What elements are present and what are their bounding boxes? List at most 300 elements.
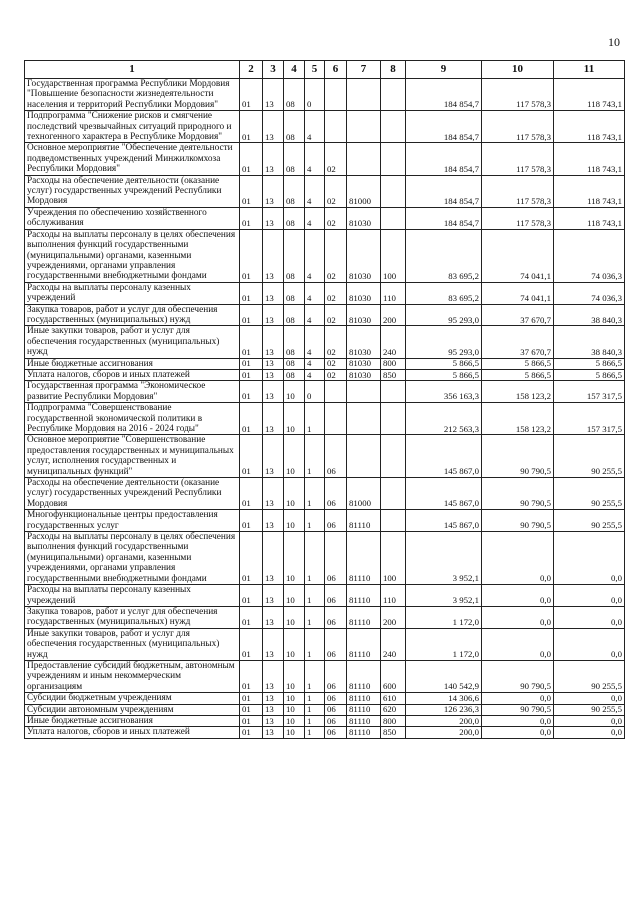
amount-col11: 74 036,3 <box>554 229 625 282</box>
table-row <box>25 532 625 585</box>
code-section: 01 <box>240 478 263 510</box>
code-subsection: 13 <box>263 381 284 403</box>
code-event: 02 <box>325 369 347 380</box>
amount-col9: 200,0 <box>406 715 482 726</box>
amount-col9: 145 867,0 <box>406 478 482 510</box>
code-direction: 81030 <box>347 358 381 369</box>
code-section: 01 <box>240 532 263 585</box>
code-program: 10 <box>284 532 305 585</box>
code-subsection: 13 <box>263 510 284 532</box>
row-name: Государственная программа "Экономическое развитие Республики Мордовия" <box>25 381 240 403</box>
code-program: 10 <box>284 715 305 726</box>
code-program: 08 <box>284 369 305 380</box>
row-name: Расходы на обеспечение деятельности (оказание услуг) государственных учреждений Республики Мордовия <box>25 175 240 207</box>
code-subsection: 13 <box>263 693 284 704</box>
code-subsection: 13 <box>263 79 284 111</box>
amount-col10: 117 578,3 <box>482 79 554 111</box>
code-subsection: 13 <box>263 143 284 175</box>
amount-col10: 74 041,1 <box>482 229 554 282</box>
amount-col10: 117 578,3 <box>482 175 554 207</box>
code-section: 01 <box>240 111 263 143</box>
code-subprogram: 1 <box>305 704 325 715</box>
code-event <box>325 111 347 143</box>
code-subprogram: 4 <box>305 111 325 143</box>
code-subsection: 13 <box>263 660 284 692</box>
row-name: Субсидии автономным учреждениям <box>25 704 240 715</box>
code-direction: 81110 <box>347 585 381 607</box>
amount-col11: 0,0 <box>554 606 625 628</box>
column-header: 9 <box>406 61 482 79</box>
code-expense-type <box>381 381 406 403</box>
code-direction <box>347 403 381 435</box>
amount-col10: 0,0 <box>482 715 554 726</box>
amount-col11: 0,0 <box>554 628 625 660</box>
row-name: Уплата налогов, сборов и иных платежей <box>25 369 240 380</box>
code-subsection: 13 <box>263 175 284 207</box>
code-section: 01 <box>240 403 263 435</box>
amount-col11: 0,0 <box>554 693 625 704</box>
row-name: Закупка товаров, работ и услуг для обеспечения государственных (муниципальных) нужд <box>25 304 240 326</box>
code-program: 10 <box>284 381 305 403</box>
code-section: 01 <box>240 727 263 738</box>
code-event: 02 <box>325 282 347 304</box>
amount-col10: 37 670,7 <box>482 326 554 358</box>
row-name: Основное мероприятие "Обеспечение деятельности подведомственных учреждений Минжилкомхоза Республики Мордовия" <box>25 143 240 175</box>
code-expense-type: 240 <box>381 628 406 660</box>
code-subprogram: 4 <box>305 369 325 380</box>
table-row <box>25 727 625 738</box>
amount-col10: 0,0 <box>482 606 554 628</box>
code-section: 01 <box>240 381 263 403</box>
row-name: Расходы на выплаты персоналу казенных учреждений <box>25 282 240 304</box>
amount-col11: 0,0 <box>554 715 625 726</box>
column-header: 2 <box>240 61 263 79</box>
code-subsection: 13 <box>263 478 284 510</box>
amount-col9: 95 293,0 <box>406 304 482 326</box>
amount-col9: 83 695,2 <box>406 282 482 304</box>
code-expense-type: 850 <box>381 369 406 380</box>
code-direction: 81030 <box>347 326 381 358</box>
table-row <box>25 111 625 143</box>
code-program: 08 <box>284 229 305 282</box>
code-expense-type: 800 <box>381 715 406 726</box>
amount-col10: 90 790,5 <box>482 704 554 715</box>
code-section: 01 <box>240 693 263 704</box>
row-name: Подпрограмма "Совершенствование государственной экономической политики в Республике Мордовия на 2016 - 2024 годы" <box>25 403 240 435</box>
code-subprogram: 1 <box>305 532 325 585</box>
code-direction: 81110 <box>347 606 381 628</box>
amount-col11: 38 840,3 <box>554 326 625 358</box>
table-row <box>25 304 625 326</box>
code-direction: 81110 <box>347 715 381 726</box>
code-expense-type <box>381 79 406 111</box>
code-subprogram: 4 <box>305 282 325 304</box>
row-name: Расходы на выплаты персоналу в целях обеспечения выполнения функций государственными (муниципальными) органами, казенными учреждениями, органами управления государственными внебюджетными фондами <box>25 532 240 585</box>
code-subprogram: 0 <box>305 79 325 111</box>
code-section: 01 <box>240 282 263 304</box>
amount-col10: 0,0 <box>482 693 554 704</box>
code-direction: 81110 <box>347 628 381 660</box>
column-header: 11 <box>554 61 625 79</box>
amount-col11: 118 743,1 <box>554 111 625 143</box>
amount-col9: 200,0 <box>406 727 482 738</box>
row-name: Уплата налогов, сборов и иных платежей <box>25 727 240 738</box>
code-direction: 81030 <box>347 207 381 229</box>
code-subprogram: 4 <box>305 143 325 175</box>
code-section: 01 <box>240 143 263 175</box>
amount-col11: 118 743,1 <box>554 175 625 207</box>
code-direction: 81000 <box>347 478 381 510</box>
table-row <box>25 628 625 660</box>
table-row <box>25 704 625 715</box>
amount-col9: 184 854,7 <box>406 79 482 111</box>
column-header: 5 <box>305 61 325 79</box>
table-row <box>25 715 625 726</box>
code-expense-type <box>381 111 406 143</box>
code-subsection: 13 <box>263 606 284 628</box>
code-subprogram: 0 <box>305 381 325 403</box>
code-subprogram: 1 <box>305 660 325 692</box>
code-section: 01 <box>240 326 263 358</box>
amount-col10: 5 866,5 <box>482 369 554 380</box>
amount-col11: 5 866,5 <box>554 369 625 380</box>
code-program: 10 <box>284 510 305 532</box>
code-subprogram: 4 <box>305 326 325 358</box>
code-section: 01 <box>240 715 263 726</box>
code-direction: 81000 <box>347 175 381 207</box>
code-program: 10 <box>284 606 305 628</box>
code-subprogram: 4 <box>305 229 325 282</box>
code-direction <box>347 79 381 111</box>
code-subprogram: 1 <box>305 478 325 510</box>
code-subsection: 13 <box>263 229 284 282</box>
header-row <box>25 61 625 79</box>
code-subsection: 13 <box>263 715 284 726</box>
code-expense-type: 100 <box>381 229 406 282</box>
code-subprogram: 1 <box>305 715 325 726</box>
code-program: 10 <box>284 478 305 510</box>
amount-col11: 118 743,1 <box>554 143 625 175</box>
amount-col10: 0,0 <box>482 727 554 738</box>
amount-col10: 0,0 <box>482 628 554 660</box>
code-expense-type: 800 <box>381 358 406 369</box>
code-event: 06 <box>325 510 347 532</box>
amount-col10: 0,0 <box>482 532 554 585</box>
code-event: 06 <box>325 478 347 510</box>
code-event: 06 <box>325 435 347 478</box>
code-event: 06 <box>325 628 347 660</box>
code-subprogram: 1 <box>305 510 325 532</box>
code-subprogram: 4 <box>305 304 325 326</box>
code-program: 10 <box>284 435 305 478</box>
table-row <box>25 403 625 435</box>
amount-col9: 140 542,9 <box>406 660 482 692</box>
table-row <box>25 510 625 532</box>
code-expense-type <box>381 510 406 532</box>
code-expense-type <box>381 143 406 175</box>
amount-col9: 145 867,0 <box>406 435 482 478</box>
code-section: 01 <box>240 79 263 111</box>
code-event: 02 <box>325 326 347 358</box>
column-header: 10 <box>482 61 554 79</box>
amount-col11: 90 255,5 <box>554 478 625 510</box>
code-subsection: 13 <box>263 435 284 478</box>
code-subprogram: 1 <box>305 693 325 704</box>
code-event: 02 <box>325 229 347 282</box>
code-section: 01 <box>240 628 263 660</box>
code-section: 01 <box>240 229 263 282</box>
row-name: Иные бюджетные ассигнования <box>25 358 240 369</box>
code-expense-type: 240 <box>381 326 406 358</box>
code-program: 10 <box>284 585 305 607</box>
table-row <box>25 369 625 380</box>
amount-col11: 118 743,1 <box>554 207 625 229</box>
amount-col10: 117 578,3 <box>482 207 554 229</box>
amount-col9: 5 866,5 <box>406 369 482 380</box>
table-row <box>25 585 625 607</box>
amount-col9: 95 293,0 <box>406 326 482 358</box>
budget-table <box>24 60 625 739</box>
amount-col9: 126 236,3 <box>406 704 482 715</box>
code-section: 01 <box>240 358 263 369</box>
code-subprogram: 1 <box>305 628 325 660</box>
amount-col9: 145 867,0 <box>406 510 482 532</box>
amount-col10: 90 790,5 <box>482 510 554 532</box>
code-event: 02 <box>325 358 347 369</box>
amount-col9: 212 563,3 <box>406 403 482 435</box>
amount-col11: 90 255,5 <box>554 704 625 715</box>
amount-col9: 184 854,7 <box>406 111 482 143</box>
code-subprogram: 1 <box>305 606 325 628</box>
code-subprogram: 1 <box>305 727 325 738</box>
amount-col10: 90 790,5 <box>482 660 554 692</box>
code-expense-type <box>381 207 406 229</box>
table-row <box>25 358 625 369</box>
code-direction: 81110 <box>347 704 381 715</box>
amount-col9: 5 866,5 <box>406 358 482 369</box>
amount-col11: 90 255,5 <box>554 660 625 692</box>
code-expense-type: 610 <box>381 693 406 704</box>
code-expense-type: 850 <box>381 727 406 738</box>
row-name: Иные закупки товаров, работ и услуг для обеспечения государственных (муниципальных) нужд <box>25 628 240 660</box>
code-expense-type: 110 <box>381 282 406 304</box>
code-subsection: 13 <box>263 207 284 229</box>
column-header: 8 <box>381 61 406 79</box>
code-event: 06 <box>325 606 347 628</box>
table-row <box>25 381 625 403</box>
table-row <box>25 693 625 704</box>
row-name: Расходы на обеспечение деятельности (оказание услуг) государственных учреждений Республики Мордовия <box>25 478 240 510</box>
code-subprogram: 1 <box>305 403 325 435</box>
code-section: 01 <box>240 606 263 628</box>
code-expense-type: 200 <box>381 606 406 628</box>
code-direction: 81030 <box>347 369 381 380</box>
table-row <box>25 326 625 358</box>
amount-col11: 0,0 <box>554 585 625 607</box>
row-name: Субсидии бюджетным учреждениям <box>25 693 240 704</box>
code-event: 02 <box>325 304 347 326</box>
table-row <box>25 175 625 207</box>
code-event: 06 <box>325 532 347 585</box>
code-direction: 81030 <box>347 282 381 304</box>
table-row <box>25 143 625 175</box>
code-event <box>325 403 347 435</box>
amount-col10: 90 790,5 <box>482 435 554 478</box>
row-name: Государственная программа Республики Мордовия "Повышение безопасности жизнедеятельности населения и территорий Республики Мордовия" <box>25 79 240 111</box>
code-program: 10 <box>284 704 305 715</box>
code-program: 08 <box>284 358 305 369</box>
code-subsection: 13 <box>263 358 284 369</box>
code-event: 02 <box>325 175 347 207</box>
code-section: 01 <box>240 585 263 607</box>
code-program: 08 <box>284 282 305 304</box>
code-program: 08 <box>284 175 305 207</box>
amount-col9: 356 163,3 <box>406 381 482 403</box>
table-row <box>25 207 625 229</box>
code-expense-type: 100 <box>381 532 406 585</box>
column-header: 4 <box>284 61 305 79</box>
amount-col11: 90 255,5 <box>554 510 625 532</box>
code-expense-type <box>381 175 406 207</box>
code-section: 01 <box>240 510 263 532</box>
column-header: 7 <box>347 61 381 79</box>
amount-col10: 158 123,2 <box>482 403 554 435</box>
code-section: 01 <box>240 704 263 715</box>
code-subsection: 13 <box>263 369 284 380</box>
amount-col10: 74 041,1 <box>482 282 554 304</box>
code-subsection: 13 <box>263 532 284 585</box>
code-program: 10 <box>284 403 305 435</box>
amount-col10: 90 790,5 <box>482 478 554 510</box>
amount-col11: 5 866,5 <box>554 358 625 369</box>
code-direction: 81110 <box>347 510 381 532</box>
code-program: 08 <box>284 111 305 143</box>
code-subsection: 13 <box>263 628 284 660</box>
amount-col9: 184 854,7 <box>406 143 482 175</box>
code-subprogram: 4 <box>305 358 325 369</box>
code-expense-type <box>381 435 406 478</box>
amount-col11: 157 317,5 <box>554 403 625 435</box>
code-section: 01 <box>240 660 263 692</box>
amount-col9: 3 952,1 <box>406 532 482 585</box>
code-program: 08 <box>284 79 305 111</box>
amount-col9: 184 854,7 <box>406 175 482 207</box>
row-name: Основное мероприятие "Совершенствование предоставления государственных и муниципальных услуг, исполнения государственных и муниципальных функций" <box>25 435 240 478</box>
code-direction: 81030 <box>347 229 381 282</box>
code-subsection: 13 <box>263 282 284 304</box>
code-direction: 81110 <box>347 532 381 585</box>
code-section: 01 <box>240 369 263 380</box>
code-subprogram: 1 <box>305 585 325 607</box>
row-name: Расходы на выплаты персоналу в целях обеспечения выполнения функций государственными (муниципальными) органами, казенными учреждениями, органами управления государственными внебюджетными фондами <box>25 229 240 282</box>
code-program: 08 <box>284 304 305 326</box>
row-name: Иные закупки товаров, работ и услуг для обеспечения государственных (муниципальных) нужд <box>25 326 240 358</box>
code-subsection: 13 <box>263 403 284 435</box>
code-program: 08 <box>284 143 305 175</box>
amount-col11: 0,0 <box>554 727 625 738</box>
code-event: 02 <box>325 207 347 229</box>
column-header: 6 <box>325 61 347 79</box>
code-expense-type: 110 <box>381 585 406 607</box>
code-event <box>325 79 347 111</box>
amount-col11: 118 743,1 <box>554 79 625 111</box>
code-section: 01 <box>240 304 263 326</box>
amount-col9: 14 306,6 <box>406 693 482 704</box>
column-header: 1 <box>25 61 240 79</box>
code-subsection: 13 <box>263 304 284 326</box>
amount-col9: 184 854,7 <box>406 207 482 229</box>
code-program: 10 <box>284 727 305 738</box>
amount-col10: 37 670,7 <box>482 304 554 326</box>
code-direction: 81110 <box>347 660 381 692</box>
amount-col10: 117 578,3 <box>482 143 554 175</box>
code-subsection: 13 <box>263 326 284 358</box>
code-event: 06 <box>325 585 347 607</box>
code-direction: 81030 <box>347 304 381 326</box>
code-subprogram: 1 <box>305 435 325 478</box>
code-event: 06 <box>325 693 347 704</box>
amount-col11: 90 255,5 <box>554 435 625 478</box>
code-event: 06 <box>325 715 347 726</box>
code-event: 06 <box>325 660 347 692</box>
row-name: Предоставление субсидий бюджетным, автономным учреждениям и иным некоммерческим организациям <box>25 660 240 692</box>
row-name: Многофункциональные центры предоставления государственных услуг <box>25 510 240 532</box>
code-event <box>325 381 347 403</box>
code-subsection: 13 <box>263 727 284 738</box>
code-subsection: 13 <box>263 111 284 143</box>
amount-col9: 83 695,2 <box>406 229 482 282</box>
table-row <box>25 229 625 282</box>
table-row <box>25 282 625 304</box>
table-row <box>25 660 625 692</box>
code-section: 01 <box>240 175 263 207</box>
row-name: Закупка товаров, работ и услуг для обеспечения государственных (муниципальных) нужд <box>25 606 240 628</box>
row-name: Учреждения по обеспечению хозяйственного обслуживания <box>25 207 240 229</box>
code-subsection: 13 <box>263 585 284 607</box>
amount-col11: 157 317,5 <box>554 381 625 403</box>
amount-col10: 117 578,3 <box>482 111 554 143</box>
code-direction <box>347 111 381 143</box>
amount-col10: 5 866,5 <box>482 358 554 369</box>
code-direction <box>347 143 381 175</box>
amount-col9: 1 172,0 <box>406 606 482 628</box>
amount-col11: 74 036,3 <box>554 282 625 304</box>
column-header: 3 <box>263 61 284 79</box>
code-subsection: 13 <box>263 704 284 715</box>
amount-col9: 3 952,1 <box>406 585 482 607</box>
row-name: Расходы на выплаты персоналу казенных учреждений <box>25 585 240 607</box>
amount-col10: 0,0 <box>482 585 554 607</box>
code-section: 01 <box>240 435 263 478</box>
code-section: 01 <box>240 207 263 229</box>
code-subprogram: 4 <box>305 175 325 207</box>
code-event: 06 <box>325 704 347 715</box>
code-program: 10 <box>284 628 305 660</box>
page-number: 10 <box>608 35 620 49</box>
code-direction <box>347 381 381 403</box>
code-expense-type <box>381 403 406 435</box>
row-name: Иные бюджетные ассигнования <box>25 715 240 726</box>
amount-col9: 1 172,0 <box>406 628 482 660</box>
table-row <box>25 435 625 478</box>
table-row <box>25 478 625 510</box>
code-expense-type: 200 <box>381 304 406 326</box>
code-expense-type <box>381 478 406 510</box>
code-direction: 81110 <box>347 727 381 738</box>
amount-col11: 38 840,3 <box>554 304 625 326</box>
table-row <box>25 79 625 111</box>
code-event: 06 <box>325 727 347 738</box>
